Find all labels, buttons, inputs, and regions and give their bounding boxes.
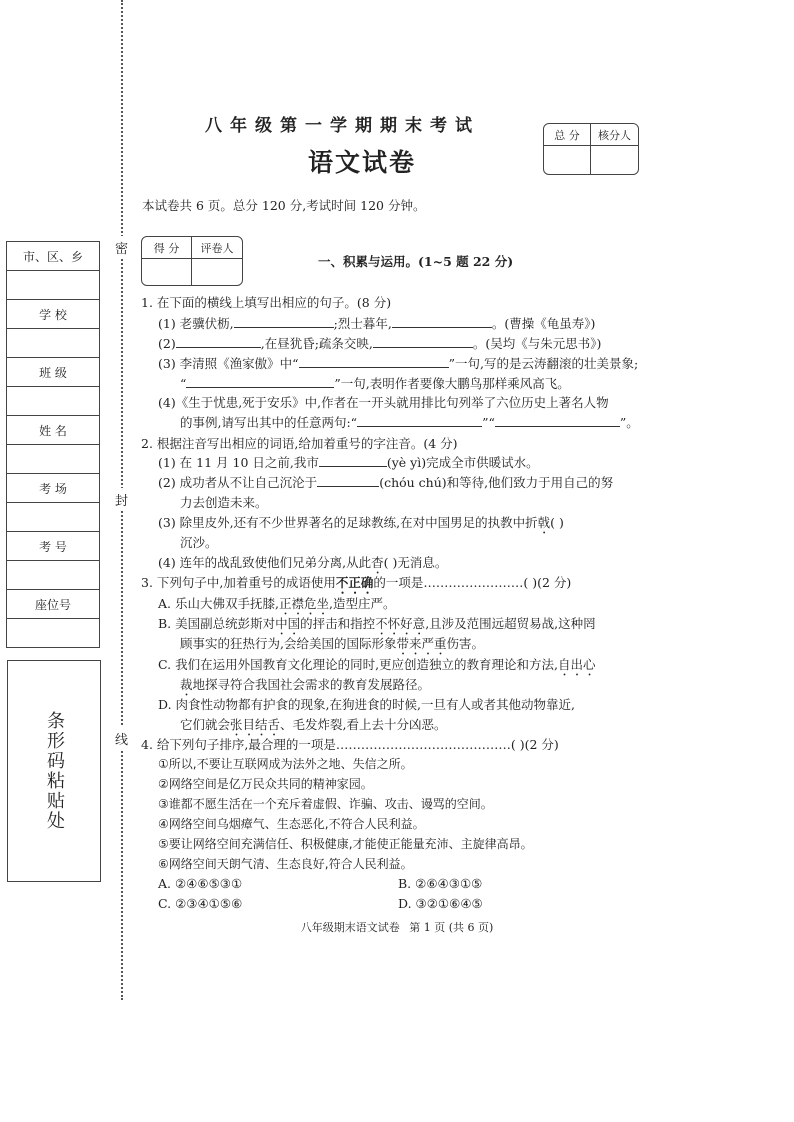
footer-title: 八年级期末语文试卷: [300, 921, 400, 934]
q3-c-idiom: 自出心: [558, 657, 596, 672]
q4-stem: 4. 给下列句子排序,最合理的一项是……………………………………( )(2 分): [141, 737, 559, 752]
q1-1-blank-1[interactable]: [234, 315, 334, 328]
info-blank-seat[interactable]: [7, 619, 99, 647]
checker-cell[interactable]: [591, 146, 638, 174]
q3-c-text-1: C. 我们在运用外国教育文化理论的同时,更应创造独立的教育理论和方法,: [158, 657, 559, 672]
checker-header: 核分人: [591, 124, 638, 146]
q1-4-blank-1[interactable]: [357, 414, 482, 427]
q2-1-blank[interactable]: [319, 454, 387, 467]
barcode-label: 条形码粘贴处: [44, 711, 65, 831]
q4-option-c[interactable]: C. ②③④①⑤⑥: [158, 896, 243, 911]
q1-2-text-c: 。(吴均《与朱元思书》): [472, 336, 602, 351]
q3-a-text-1: A. 乐山大佛双手抚膝,: [158, 596, 279, 611]
grader-header: 评卷人: [192, 237, 242, 259]
q3-a-text-3: ,造型庄严。: [328, 596, 396, 611]
q4-option-d[interactable]: D. ③②①⑥④⑤: [398, 896, 483, 911]
q4-sentence-1: ①所以,不要让互联网成为法外之地、失信之所。: [158, 757, 413, 771]
q2-line-3: [158, 513, 564, 537]
q2-3-text-a: (3) 除里皮外,还有不少世界著名的足球教练,在对中国男足的执教中折: [158, 515, 538, 530]
q3-c-text-4: 地探寻符合我国社会需求的教育发展路径。: [192, 677, 431, 692]
q3-d-idiom: 张目结舌: [230, 717, 281, 732]
student-info-box: [6, 241, 100, 648]
q3-b-emph-1: 中国: [275, 616, 301, 631]
q2-line-1: [158, 453, 539, 471]
q1-stem: 1. 在下面的横线上填写出相应的句子。(8 分): [141, 295, 392, 310]
q1-2-blank-1[interactable]: [176, 335, 261, 348]
q2-1-text-b: (yè yì)完成全市供暖试水。: [386, 455, 539, 470]
q1-3-blank-1[interactable]: [299, 355, 449, 368]
info-label-exam-room: 考 场: [7, 474, 99, 503]
q3-a-idiom: 正襟危坐: [278, 596, 329, 611]
q2-line-2: [158, 473, 613, 491]
info-label-school: 学 校: [7, 300, 99, 329]
q4-option-b[interactable]: B. ②⑥④③①⑤: [398, 876, 483, 891]
q1-line-3: [158, 354, 638, 372]
q4-option-a[interactable]: A. ②④⑥⑤③①: [158, 876, 243, 891]
q2-1-text-a: (1) 在 11 月 10 日之前,我市: [158, 455, 319, 470]
q2-3-emphasized: 戟: [537, 515, 551, 530]
q2-2-blank[interactable]: [317, 474, 379, 487]
q2-4-emphasized: 杳: [371, 555, 384, 570]
seal-mark-mi: 密: [115, 236, 128, 259]
q3-b-text-6: 顾事实的狂热行为,会给美国的国际形象: [180, 636, 397, 651]
total-score-box: [543, 123, 639, 175]
q1-line-4: (4)《生于忧患,死于安乐》中,作者在一开头就用排比句列举了六位历史上著名人物: [158, 395, 609, 410]
q1-1-text-c: 。(曹操《龟虽寿》): [491, 316, 596, 331]
info-blank-exam-number[interactable]: [7, 561, 99, 590]
q2-line-2b: 力去创造未来。: [180, 495, 268, 510]
q3-stem-a: 3. 下列句子中,加着重号的成语使用: [141, 575, 336, 590]
q1-line-2: [158, 334, 601, 352]
q1-2-text-b: ,在昼犹昏;疏条交映,: [260, 336, 373, 351]
barcode-area: [7, 660, 101, 882]
q1-4-text-b: 的事例,请写出其中的任意两句:“: [180, 415, 358, 430]
q2-2-text-a: (2) 成功者从不让自己沉沦于: [158, 475, 318, 490]
section-1-heading: 一、积累与运用。(1~5 题 22 分): [318, 254, 514, 269]
q1-4-text-d: ”。: [619, 415, 639, 430]
info-label-seat: 座位号: [7, 590, 99, 619]
seal-mark-feng: 封: [115, 488, 128, 511]
q3-d-text-4: 、毛发炸裂,看上去十分凶恶。: [280, 717, 447, 732]
section-score-cell[interactable]: [142, 259, 192, 285]
q1-line-3b: [180, 374, 570, 392]
info-blank-exam-room[interactable]: [7, 503, 99, 532]
q4-sentence-4: ④网络空间乌烟瘴气、生态恶化,不符合人民利益。: [158, 817, 425, 831]
q3-c-idiom-end: 裁: [180, 677, 193, 692]
q4-sentence-2: ②网络空间是亿万民众共同的精神家园。: [158, 777, 373, 791]
q3-b-text-8: 伤害。: [446, 636, 485, 651]
q1-line-4b: [180, 413, 639, 431]
q2-3-answer-paren[interactable]: ( ): [550, 515, 564, 530]
q1-4-text-c: ”“: [482, 415, 495, 430]
q3-stem-emphasis: 不正确: [335, 575, 374, 590]
q1-1-text-b: ;烈士暮年,: [333, 316, 392, 331]
page-footer: [0, 919, 794, 935]
info-label-district: 市、区、乡: [7, 242, 99, 271]
q1-4-blank-2[interactable]: [495, 414, 620, 427]
exam-title: 八年级第一学期期末考试: [205, 116, 480, 136]
info-blank-school[interactable]: [7, 329, 99, 358]
q1-3-text-c: “: [180, 376, 187, 391]
paper-intro: 本试卷共 6 页。总分 120 分,考试时间 120 分钟。: [142, 198, 426, 213]
q4-sentence-3: ③谁都不愿生活在一个充斥着虚假、诈骗、攻击、谩骂的空间。: [158, 797, 493, 811]
paper-subtitle: 语文试卷: [308, 148, 417, 177]
q3-b-text-5: ,且涉及范围远超贸易战,这种罔: [425, 616, 596, 631]
q3-b-text-1: B. 美国副总统彭斯对: [158, 616, 276, 631]
q1-3-text-a: (3) 李清照《渔家傲》中“: [158, 356, 299, 371]
info-blank-name[interactable]: [7, 445, 99, 474]
info-label-exam-number: 考 号: [7, 532, 99, 561]
footer-page-number: 第 1 页 (共 6 页): [409, 921, 494, 934]
q3-stem-c: 的一项是……………………( )(2 分): [373, 575, 572, 590]
q1-line-1: [158, 314, 595, 332]
q4-sentence-6: ⑥网络空间天朗气清、生态良好,符合人民利益。: [158, 857, 413, 871]
q4-sentence-5: ⑤要让网络空间充满信任、积极健康,才能使正能量充沛、主旋律高昂。: [158, 837, 533, 851]
q3-b-idiom: 不怀好意: [375, 616, 426, 631]
q3-b-text-3: 的抨击和指控: [300, 616, 376, 631]
q3-d-text-2: 它们就会: [180, 717, 231, 732]
q1-3-text-b: ”一句,写的是云涛翻滚的壮美景象;: [448, 356, 639, 371]
section-score-header: 得 分: [142, 237, 192, 259]
q2-stem: 2. 根据注音写出相应的词语,给加着重号的字注音。(4 分): [141, 436, 458, 451]
total-score-header: 总 分: [544, 124, 591, 146]
q2-4-text-a: (4) 连年的战乱致使他们兄弟分离,从此: [158, 555, 372, 570]
info-label-name: 姓 名: [7, 416, 99, 445]
info-blank-class[interactable]: [7, 387, 99, 416]
q2-2-text-b: (chóu chú)和等待,他们致力于用自己的努: [379, 475, 614, 490]
q1-1-blank-2[interactable]: [392, 315, 492, 328]
seal-mark-xian: 线: [115, 727, 128, 750]
q1-2-text-a: (2): [158, 336, 176, 351]
q1-3-blank-2[interactable]: [186, 375, 334, 388]
q3-option-d[interactable]: D. 肉食性动物都有护食的现象,在狗进食的时候,一旦有人或者其他动物靠近,: [158, 697, 575, 712]
info-label-class: 班 级: [7, 358, 99, 387]
q3-b-emph-2: 带来严重: [396, 636, 447, 651]
q2-4-answer-paren[interactable]: ( )无消息。: [383, 555, 448, 570]
total-score-cell[interactable]: [544, 146, 591, 174]
q2-line-3b: 沉沙。: [180, 535, 218, 550]
q1-3-text-d: ”一句,表明作者要像大鹏鸟那样乘风高飞。: [334, 376, 570, 391]
info-blank-district[interactable]: [7, 271, 99, 300]
grader-cell[interactable]: [192, 259, 242, 285]
section-score-box: [141, 236, 243, 286]
q1-1-text-a: (1) 老骥伏枥,: [158, 316, 234, 331]
q1-2-blank-2[interactable]: [373, 335, 473, 348]
